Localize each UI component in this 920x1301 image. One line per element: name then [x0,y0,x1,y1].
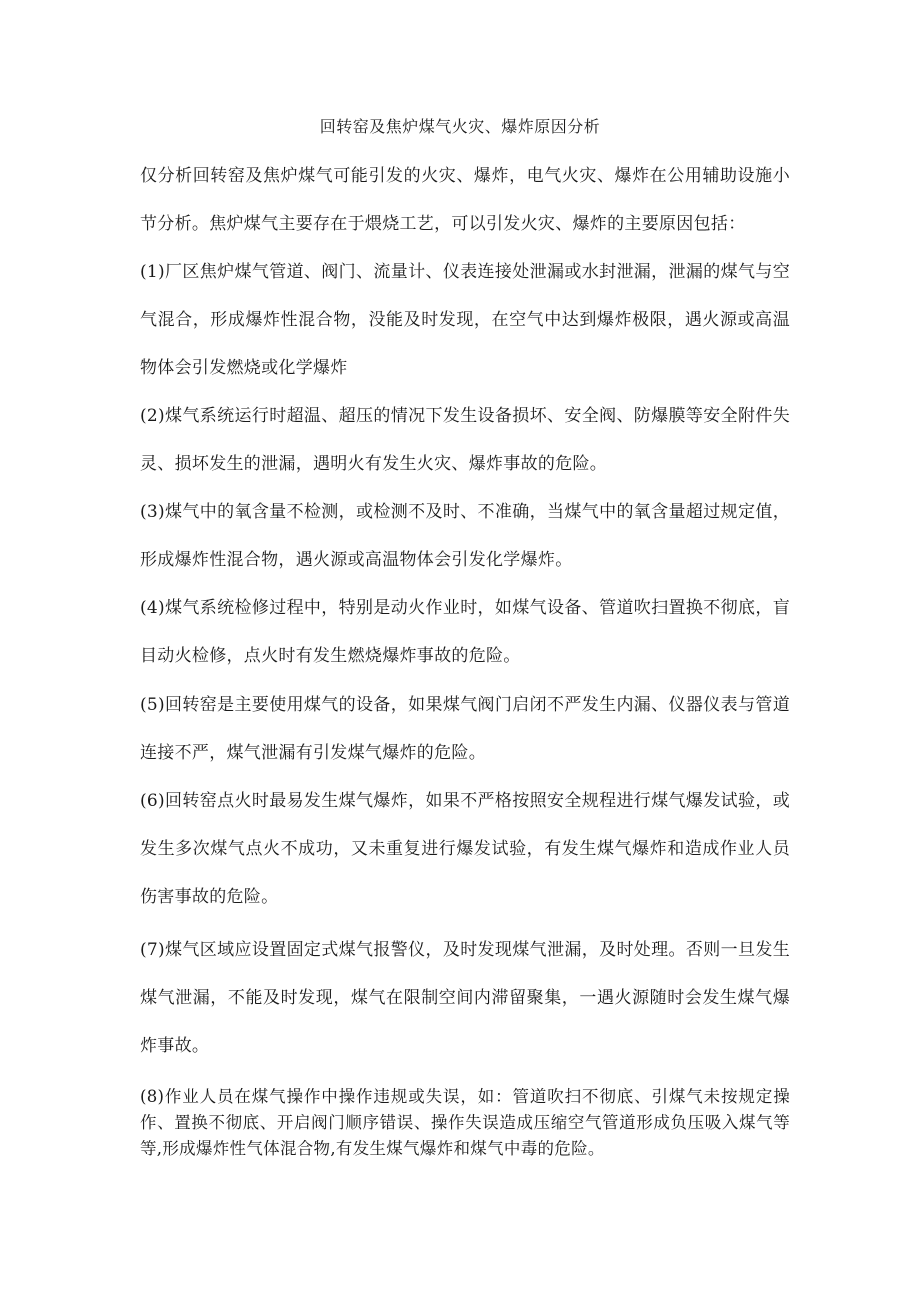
paragraph-7: (7)煤气区域应设置固定式煤气报警仪，及时发现煤气泄漏，及时处理。否则一旦发生煤气泄漏，不能及时发现，煤气在限制空间内滞留聚集，一遇火源随时会发生煤气爆炸事故。 [140,940,790,1056]
paragraph-5: (5)回转窑是主要使用煤气的设备，如果煤气阀门启闭不严发生内漏、仪器仪表与管道连接不严，煤气泄漏有引发煤气爆炸的危险。 [140,695,790,763]
paragraph-6: (6)回转窑点火时最易发生煤气爆炸，如果不严格按照安全规程进行煤气爆发试验，或发生多次煤气点火不成功，又未重复进行爆发试验，有发生煤气爆炸和造成作业人员伤害事故的危险。 [140,791,790,907]
paragraph-1: (1)厂区焦炉煤气管道、阀门、流量计、仪表连接处泄漏或水封泄漏，泄漏的煤气与空气混合，形成爆炸性混合物，没能及时发现，在空气中达到爆炸极限，遇火源或高温物体会引发燃烧或化学爆炸 [140,262,790,378]
paragraph-2: (2)煤气系统运行时超温、超压的情况下发生设备损坏、安全阀、防爆膜等安全附件失灵、损坏发生的泄漏，遇明火有发生火灾、爆炸事故的危险。 [140,406,790,474]
paragraph-3: (3)煤气中的氧含量不检测，或检测不及时、不准确，当煤气中的氧含量超过规定值，形成爆炸性混合物，遇火源或高温物体会引发化学爆炸。 [140,502,790,570]
paragraph-4: (4)煤气系统检修过程中，特别是动火作业时，如煤气设备、管道吹扫置换不彻底，盲目动火检修，点火时有发生燃烧爆炸事故的危险。 [140,598,790,666]
paragraph-8: (8)作业人员在煤气操作中操作违规或失误，如：管道吹扫不彻底、引煤气未按规定操作、置换不彻底、开启阀门顺序错误、操作失误造成压缩空气管道形成负压吸入煤气等等,形成爆炸性气体混合物,有发生煤气爆炸和煤气中毒的危险。 [140,1087,790,1158]
paragraph-intro: 仅分析回转窑及焦炉煤气可能引发的火灾、爆炸，电气火灾、爆炸在公用辅助设施小节分析。焦炉煤气主要存在于煨烧工艺，可以引发火灾、爆炸的主要原因包括： [140,166,790,234]
document-title: 回转窑及焦炉煤气火灾、爆炸原因分析 [319,117,601,136]
